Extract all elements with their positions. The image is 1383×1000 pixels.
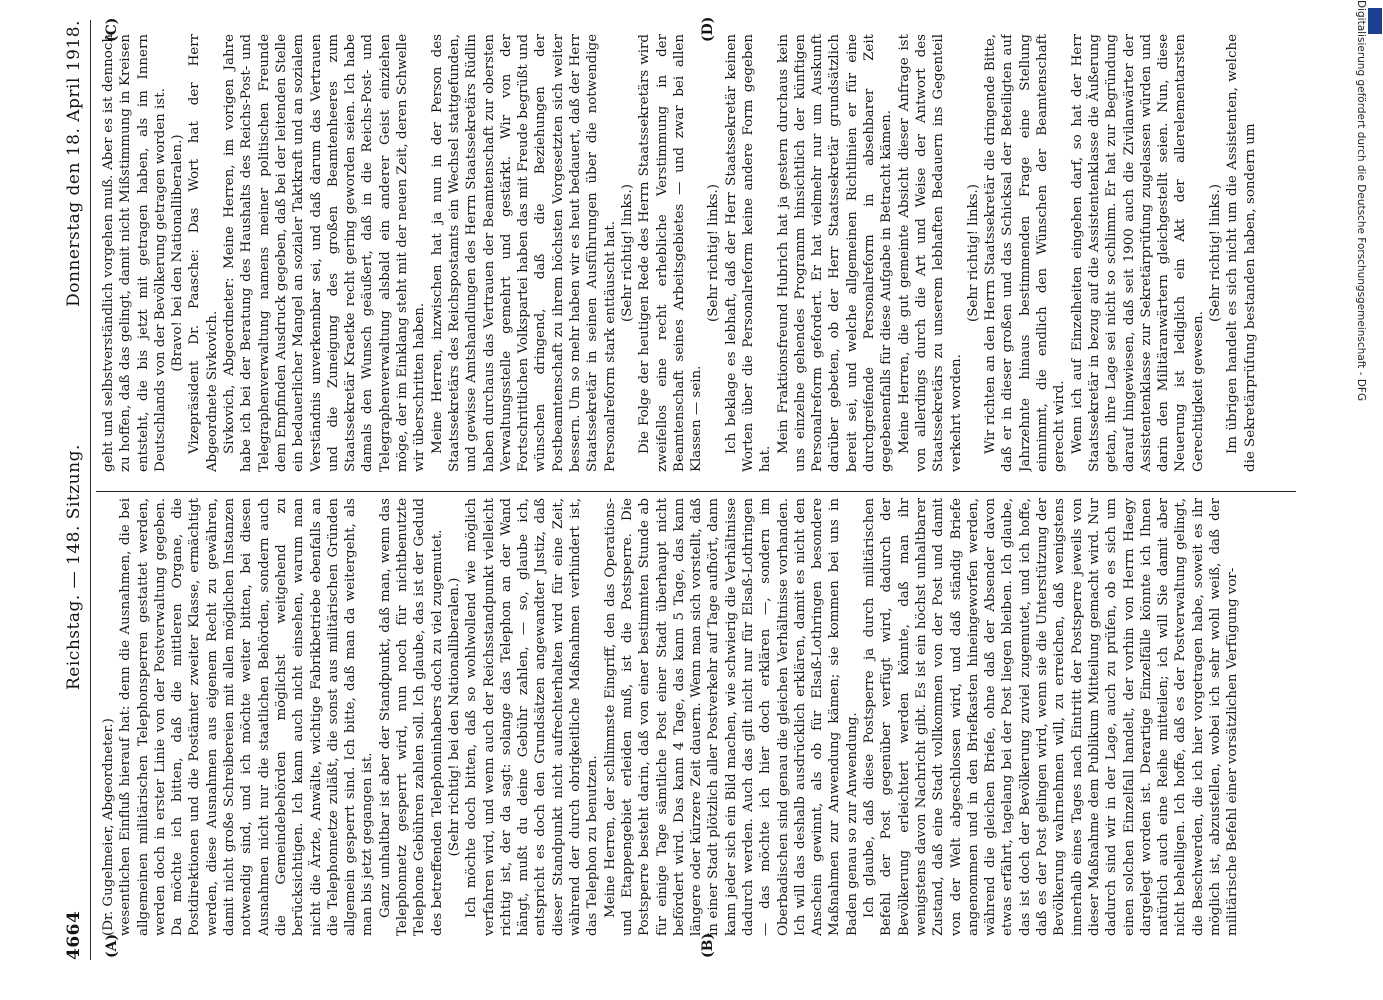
paragraph: Im übrigen handelt es sich nicht um die Assistenten, welche die Sekretärprüfung bestanden haben, sondern um [1225,34,1258,472]
right-column [100,34,1300,472]
margin-marker-d: (D) [700,16,716,42]
margin-marker-a: (A) [104,933,120,958]
rotated-page [60,16,1300,960]
dfg-logo-box [1368,8,1382,34]
paragraph: wesentlichen Einfluß hierauf hat: denn die Ausnahmen, die bei allgemeinen militärischen Telephonsperren gestattet werden, werden doch in erster Linie von der Postverwaltung gegeben. Da möchte ich bitten, daß die mittleren Organe, die Postdirektionen und die Postämter zweiter Klasse, ermächtigt werden, diese Ausnahmen aus eigenem Recht zu gewähren, damit nicht große Schreibereien mit allen möglichen Instanzen notwendig sind, und ich möchte weiter bitten, bei diesen Ausnahmen nicht nur die staatlichen Behörden, sondern auch die Gemeindebehörden möglichst weitgehend zu berücksichtigen. Ich kann auch nicht einsehen, warum man nicht die Ärzte, Anwälte, wichtige Fabrikbetriebe ebenfalls an die Telephonnetze zuläßt, die sonst aus militärischen Gründen allgemein gesperrt sind. Ich bitte, daß man da weitergeht, als man bis jetzt gegangen ist. [118,498,376,936]
left-column [100,498,1300,936]
paragraph: Die Folge der heutigen Rede des Herrn Staatssekretärs wird zweifellos eine recht erhebliche Verstimmung in der Beamtenschaft seines Arbeitsgebietes — und zwar bei allen Klassen — sein. [637,34,705,472]
running-header [60,20,91,960]
interjection: (Sehr richtig! links.) [1208,184,1223,322]
interjection: (Sehr richtig! links.) [965,184,981,322]
interjection: (Sehr richtig! bei den Nationalliberalen.) [446,577,462,857]
paragraph: Meine Herren, die gut gemeinte Absicht dieser Anfrage ist von allerdings durch die Art und Weise der Antwort des Staatssekretärs zu unserem lebhaften Bedauern ins Gegenteil verkehrt worden. [896,34,964,472]
page-number: 4664 [64,910,84,960]
paragraph: Meine Herren, der schlimmste Eingriff, den das Operations- und Etappengebiet erleiden muß, ist die Postsperre. Die Postsperre besteht darin, daß von einer bestimmten Stunde ab für einige Tage sämtliche Post einer Stadt überhaupt nicht befördert wird. Das kann 4 Tage, das kann 5 Tage, das kann längere oder kürzere Zeit dauern. Wenn man sich vorstellt, daß in einer Stadt plötzlich aller Postverkehr auf Tage aufhört, dann kann jeder sich ein Bild machen, wie schwierig die Verhältnisse dadurch werden. Auch das gilt nicht nur für Elsaß-Lothringen — das möchte ich hier doch erklären —, sondern im Oberbadischen sind genau die gleichen Verhältnisse vorhanden. Ich will das deshalb ausdrücklich erklären, damit es nicht den Anschein gewinnt, als ob für Elsaß-Lothringen besondere Maßnahmen zur Anwendung kämen; sie kommen bei uns in Baden genau so zur Anwendung. [602,498,860,936]
paragraph: Ganz unhaltbar ist aber der Standpunkt, daß man, wenn das Telephonnetz gesperrt wird, nun noch für nichtbenutzte Telephone Gebühren zahlen soll. Ich glaube, das ist der Geduld des betreffenden Telephoninhabers doch zu viel zugemutet. [377,498,445,936]
digitization-credit: Digitalisierung gefördert durch die Deutsche Forschungsgemeinschaft - DFG [1355,0,1367,402]
interjection: (Sehr richtig! links.) [706,184,722,322]
paragraph: Ich glaube, daß diese Postsperre ja durch militärischen Befehl der Post gegenüber verfügt wird, dadurch der Bevölkerung erleichtert werden könnte, daß man ihr wenigstens davon Nachricht gibt. Es ist ein höchst unhaltbarer Zustand, daß eine Stadt vollkommen von der Post und damit von der Welt abgeschlossen wird, und daß ständig Briefe angenommen und in den Briefkasten hineingeworfen werden, während die gleichen Briefe, ohne daß der Absender davon etwas erfährt, tagelang bei der Post liegen bleiben. Ich glaube, das ist doch der Bevölkerung zuviel zugemutet, und ich hoffe, daß es der Post gelingen wird, wenn sie die Unterstützung der Bevölkerung wahrnehmen will, zu erreichen, daß wenigstens innerhalb eines Tages nach Eintritt der Postsperre jeweils von dieser Maßnahme dem Publikum Mitteilung gemacht wird. Nur dadurch sind wir in der Lage, auch zu prüfen, ob es sich um einen solchen Einzelfall handelt, der vorhin von Herrn Haegy dargelegt worden ist. Derartige Einzelfälle könnte ich Ihnen natürlich auch eine Reihe mitteilen; ich will Sie damit aber nicht behelligen. Ich hoffe, daß es der Postverwaltung gelingt, die Beschwerden, die ich hier vorgetragen habe, soweit es ihr möglich ist, abzustellen, wobei ich sehr wohl weiß, daß der militärische Befehl einer vorsätzlichen Verfügung vor- [862,498,1241,936]
margin-marker-c: (C) [104,17,120,42]
speech-paragraph: Sivkovich, Abgeordneter: Meine Herren, im vorigen Jahre habe ich bei der Beratung des Haushalts des Reichs-Post- und Telegraphenverwaltung namens meiner politischen Freunde dem Empfinden Ausdruck gegeben, daß bei der leitenden Stelle ein bedauerlicher Mangel an sozialer Taktkraft und an sozialem Verständnis unverkennbar sei, und daß darum das Vertrauen und die Zuneigung des großen Beamtenheeres zum Staatssekretär Kraetke recht gering geworden seien. Ich habe damals den Wunsch geäußert, daß in die Reichs-Post- und Telegraphenverwaltung alsbald ein anderer Geist einziehen möge, der im Einklang steht mit der neuen Zeit, deren Schwelle wir überschritten haben. [222,34,428,472]
paragraph: Ich beklage es lebhaft, daß der Herr Staatssekretär keinen Worten über die Personalreform keine andere Form gegeben hat. [723,34,774,472]
paragraph: Ich möchte doch bitten, daß so wohlwollend wie möglich verfahren wird, und wenn auch der Reichsstandpunkt vielleicht richtig ist, der da sagt: solange das Telephon an der Wand hängt, mußt du deine Gebühr zahlen, — so, glaube ich, entspricht es doch den Grundsätzen angewandter Justiz, daß dieser Standpunkt nicht aufrechterhalten wird für eine Zeit, während der durch obrigkeitliche Maßnahmen verhindert ist, das Telephon zu benutzen. [464,498,601,936]
paragraph: Wenn ich auf Einzelheiten eingehen darf, so hat der Herr Staatssekretär in bezug auf die Assistentenklasse die Äußerung getan, ihre Lage sei nicht so schlimm. Er hat zur Begründung darauf hingewiesen, daß seit 1900 auch die Zivilanwärter der Assistentenklasse zur Sekretärprüfung zugelassen würden und darin den Militäranwärtern gleichgestellt seien. Nun, diese Neuerung ist lediglich ein Akt der allerelementarsten Gerechtigkeit gewesen. [1069,34,1206,472]
column-divider [96,491,1296,492]
session-date: Donnerstag den 18. April 1918. [64,20,84,307]
paragraph: Wir richten an den Herrn Staatssekretär die dringende Bitte, daß er in dieser großen und das Schicksal der Beteiligten auf Jahrzehnte hinaus bestimmenden Frage eine Stellung einnimmt, die endlich den Wünschen der Beamtenschaft gerecht wird. [983,34,1068,472]
paragraph: geht und selbstverständlich vorgehen muß. Aber es ist dennoch zu hoffen, daß das gelingt, damit nicht Mißstimmung in Kreisen entsteht, die bis jetzt mit getragen haben, als im Innern Deutschlands von der Bevölkerung getragen worden ist. [101,34,168,472]
interjection: (Sehr richtig! links.) [619,184,635,322]
session-title: Reichstag. — 148. Sitzung. [64,444,84,690]
speaker-announcement: Vizepräsident Dr. Paasche: Das Wort hat der Herr Abgeordnete Sivkovich. [187,34,220,472]
paragraph: Meine Herren, inzwischen hat ja nun in der Person des Staatssekretärs des Reichspostamts ein Wechsel stattgefunden, und gewisse Amtshandlungen des Herrn Staatssekretärs Rüdlin haben durchaus das Vertrauen der Beamtenschaft zur obersten Verwaltungsstelle gemehrt und gestärkt. Wir von der Fortschrittlichen Volkspartei haben das mit Freude begrüßt und wünschen dringend, daß die Beziehungen der Postbeamtenschaft zu ihrem höchsten Vorgesetzten sich weiter bessern. Um so mehr haben wir es heut bedauert, daß der Herr Staatssekretär in seinen Ausführungen über die notwendige Personalreform stark enttäuscht hat. [429,34,618,472]
speaker-continuation: (Dr. Gugelmeier, Abgeordneter.) [101,718,116,936]
paragraph: Mein Fraktionsfreund Hubrich hat ja gestern durchaus kein uns einzelne gehendes Programm hinsichtlich der künftigen Personalreform gefordert. Er hat vielmehr nur um Auskunft darüber gebeten, ob der Herr Staatssekretär grundsätzlich bereit sei, und welche allgemeinen Richtlinien er für eine durchgreifende Personalreform in absehbarer Zeit gegebenenfalls für diese Aufgabe in Betracht kämen. [775,34,895,472]
margin-marker-b: (B) [700,932,716,958]
interjection: (Bravo! bei den Nationalliberalen.) [170,134,186,372]
